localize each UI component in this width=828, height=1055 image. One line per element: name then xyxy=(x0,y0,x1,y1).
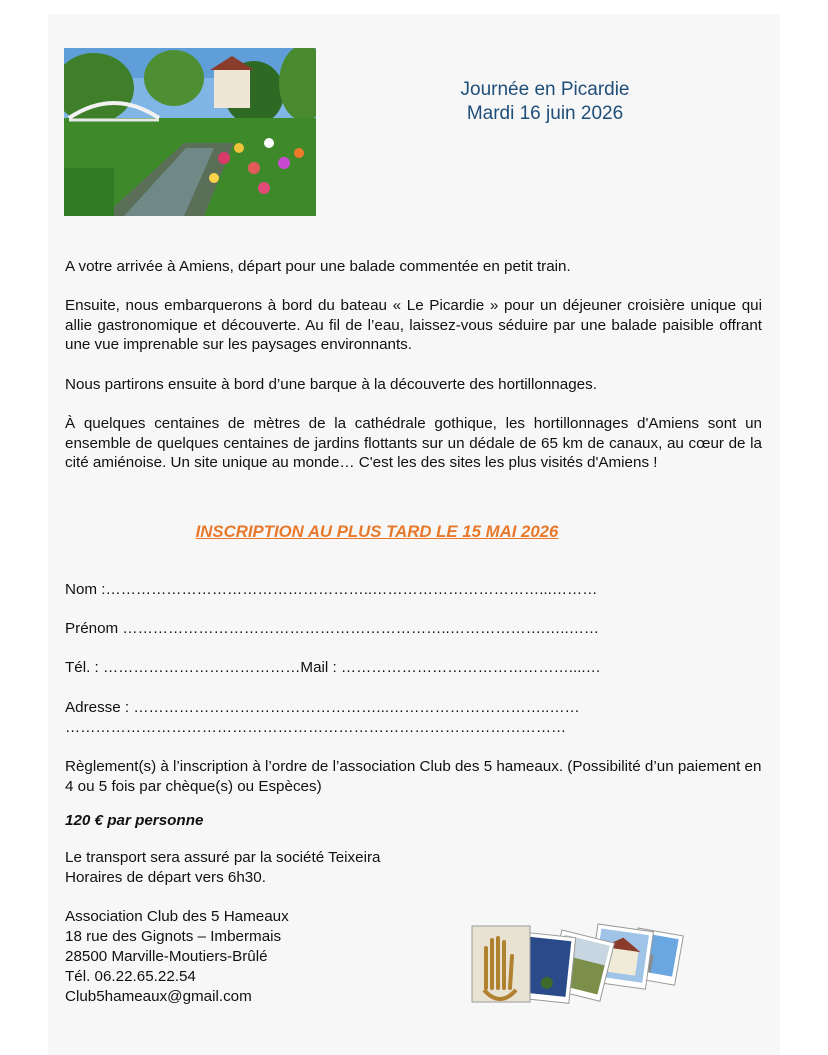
paragraph-hortillonnages: À quelques centaines de mètres de la cathédrale gothique, les hortillonnages d'Amiens sont un ensemble de quelques centaines de jardins flottants sur un dédale de 65 km de canaux, au cœur de la cité amiénoise. Un site unique au monde… C'est les des sites les plus visités d'Amiens ! xyxy=(65,415,762,472)
paragraph-cruise: Ensuite, nous embarquerons à bord du bateau « Le Picardie » pour un déjeuner croisière unique qui allie gastronomique et découverte. Au fil de l’eau, laissez-vous séduire par une balade paisible offrant une vue imprenable sur les paysages environnants. xyxy=(65,297,762,354)
transport-line-1: Le transport sera assuré par la société Teixeira xyxy=(65,849,381,866)
transport-line-2: Horaires de départ vers 6h30. xyxy=(65,869,266,886)
contact-street: 18 rue des Gignots – Imbermais xyxy=(65,928,282,945)
form-field-prenom: Prénom ………………………………………………………..……………….…..…… xyxy=(65,620,600,637)
price: 120 € par personne xyxy=(65,812,204,829)
hortillonnages-photo xyxy=(64,48,316,216)
form-field-adresse-line2: ……………………………………………………………………………………… xyxy=(65,719,567,736)
club-logo xyxy=(470,918,706,1014)
form-field-tel-mail: Tél. : …………………………………Mail : ………………………………………....… xyxy=(65,659,601,676)
paragraph-barque: Nous partirons ensuite à bord d’une barque à la découverte des hortillonnages. xyxy=(65,376,597,393)
contact-city: 28500 Marville-Moutiers-Brûlé xyxy=(65,948,268,965)
deadline-heading: INSCRIPTION AU PLUS TARD LE 15 MAI 2026 xyxy=(195,522,559,541)
contact-email: Club5hameaux@gmail.com xyxy=(65,988,252,1005)
payment-terms: Règlement(s) à l’inscription à l’ordre de l’association Club des 5 hameaux. (Possibilité d’un paiement en 4 ou 5 fois par chèque(s) ou Espèces) xyxy=(65,758,762,795)
contact-phone: Tél. 06.22.65.22.54 xyxy=(65,968,196,985)
page-title xyxy=(420,78,670,126)
form-field-nom: Nom :……………………………………………..……………………………...……… xyxy=(65,581,598,598)
contact-name: Association Club des 5 Hameaux xyxy=(65,908,289,925)
form-field-adresse: Adresse : …………………………………………...…………………………..…… xyxy=(65,699,580,716)
paragraph-arrival: A votre arrivée à Amiens, départ pour une balade commentée en petit train. xyxy=(65,258,571,275)
title-line-2: Mardi 16 juin 2026 xyxy=(466,103,624,124)
title-line-1: Journée en Picardie xyxy=(460,79,630,100)
